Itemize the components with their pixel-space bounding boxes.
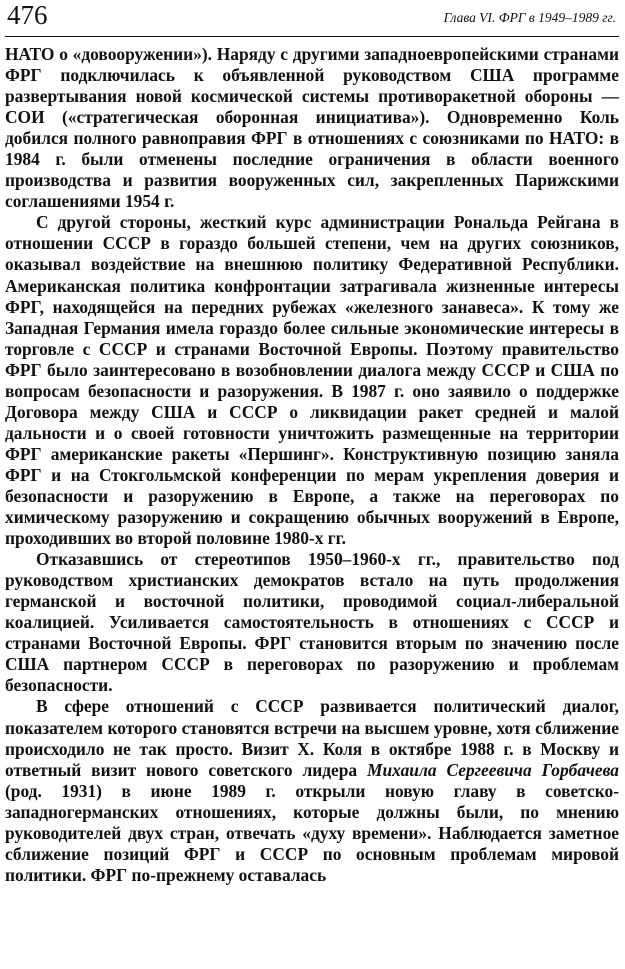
paragraph-4-text-before: В сфере отношений с СССР развивается политический диалог, показателем которого становятся встречи на высшем уровне, хотя сближение происходило не так просто. Визит Х. Коля в октябре 1988 г. в Москву и ответный визит нового советского лидера — [5, 696, 619, 780]
page-number: 476 — [7, 0, 48, 30]
paragraph-2: С другой стороны, жесткий курс администрации Рональда Рейгана в отношении СССР в гораздо большей степени, чем на других союзников, оказывал воздействие на внешнюю политику Федеративной Республики. Американская политика конфронтации затрагивала жизненные интересы ФРГ, находящейся на передних рубежах «железного занавеса». К тому же Западная Германия имела гораздо более сильные экономические интересы в торговле с СССР и странами Восточной Европы. Поэтому правительство ФРГ было заинтересовано в возобновлении диалога между СССР и США по вопросам безопасности и разоружения. В 1987 г. оно заявило о поддержке Договора между США и СССР о ликвидации ракет средней и малой дальности и о своей готовности уничтожить размещенные на территории ФРГ американские ракеты «Першинг». Конструктивную позицию заняла ФРГ и на Стокгольмской конференции по мерам укрепления доверия и безопасности и разоружению в Европе, а также на переговорах по химическому разоружению и сокращению обычных вооружений в Европе, проходивших во второй половине 1980-х гг. — [5, 212, 619, 549]
paragraph-1: НАТО о «довооружении»). Наряду с другими западноевропейскими странами ФРГ подключилась к объявленной руководством США программе развертывания новой космической системы противоракетной обороны — СОИ («стратегическая оборонная инициатива»). Одновременно Коль добился полного равноправия ФРГ в отношениях с союзниками по НАТО: в 1984 г. были отменены последние ограничения в области военного производства и развития вооруженных сил, закрепленных Парижскими соглашениями 1954 г. — [5, 44, 619, 212]
paragraph-3: Отказавшись от стереотипов 1950–1960-х гг., правительство под руководством христианских демократов встало на путь продолжения германской и восточной политики, проводимой социал-либеральной коалицией. Усиливается самостоятельность в отношениях с СССР и странами Восточной Европы. ФРГ становится вторым по значению после США партнером СССР в переговорах по разоружению и проблемам безопасности. — [5, 549, 619, 696]
running-head: Глава VI. ФРГ в 1949–1989 гг. — [443, 10, 616, 25]
page-header — [5, 0, 619, 37]
paragraph-4 — [5, 696, 619, 885]
page-body — [5, 37, 619, 886]
paragraph-4-text-after: (род. 1931) в июне 1989 г. открыли новую главу в советско-западногерманских отношениях, которые должны были, по мнению руководителей двух стран, отвечать «духу времени». Наблюдается заметное сближение позиций ФРГ и СССР по основным проблемам мировой политики. ФРГ по-прежнему оставалась — [5, 780, 619, 885]
person-name-italic: Михаила Сергеевича Горбачева — [367, 759, 619, 780]
